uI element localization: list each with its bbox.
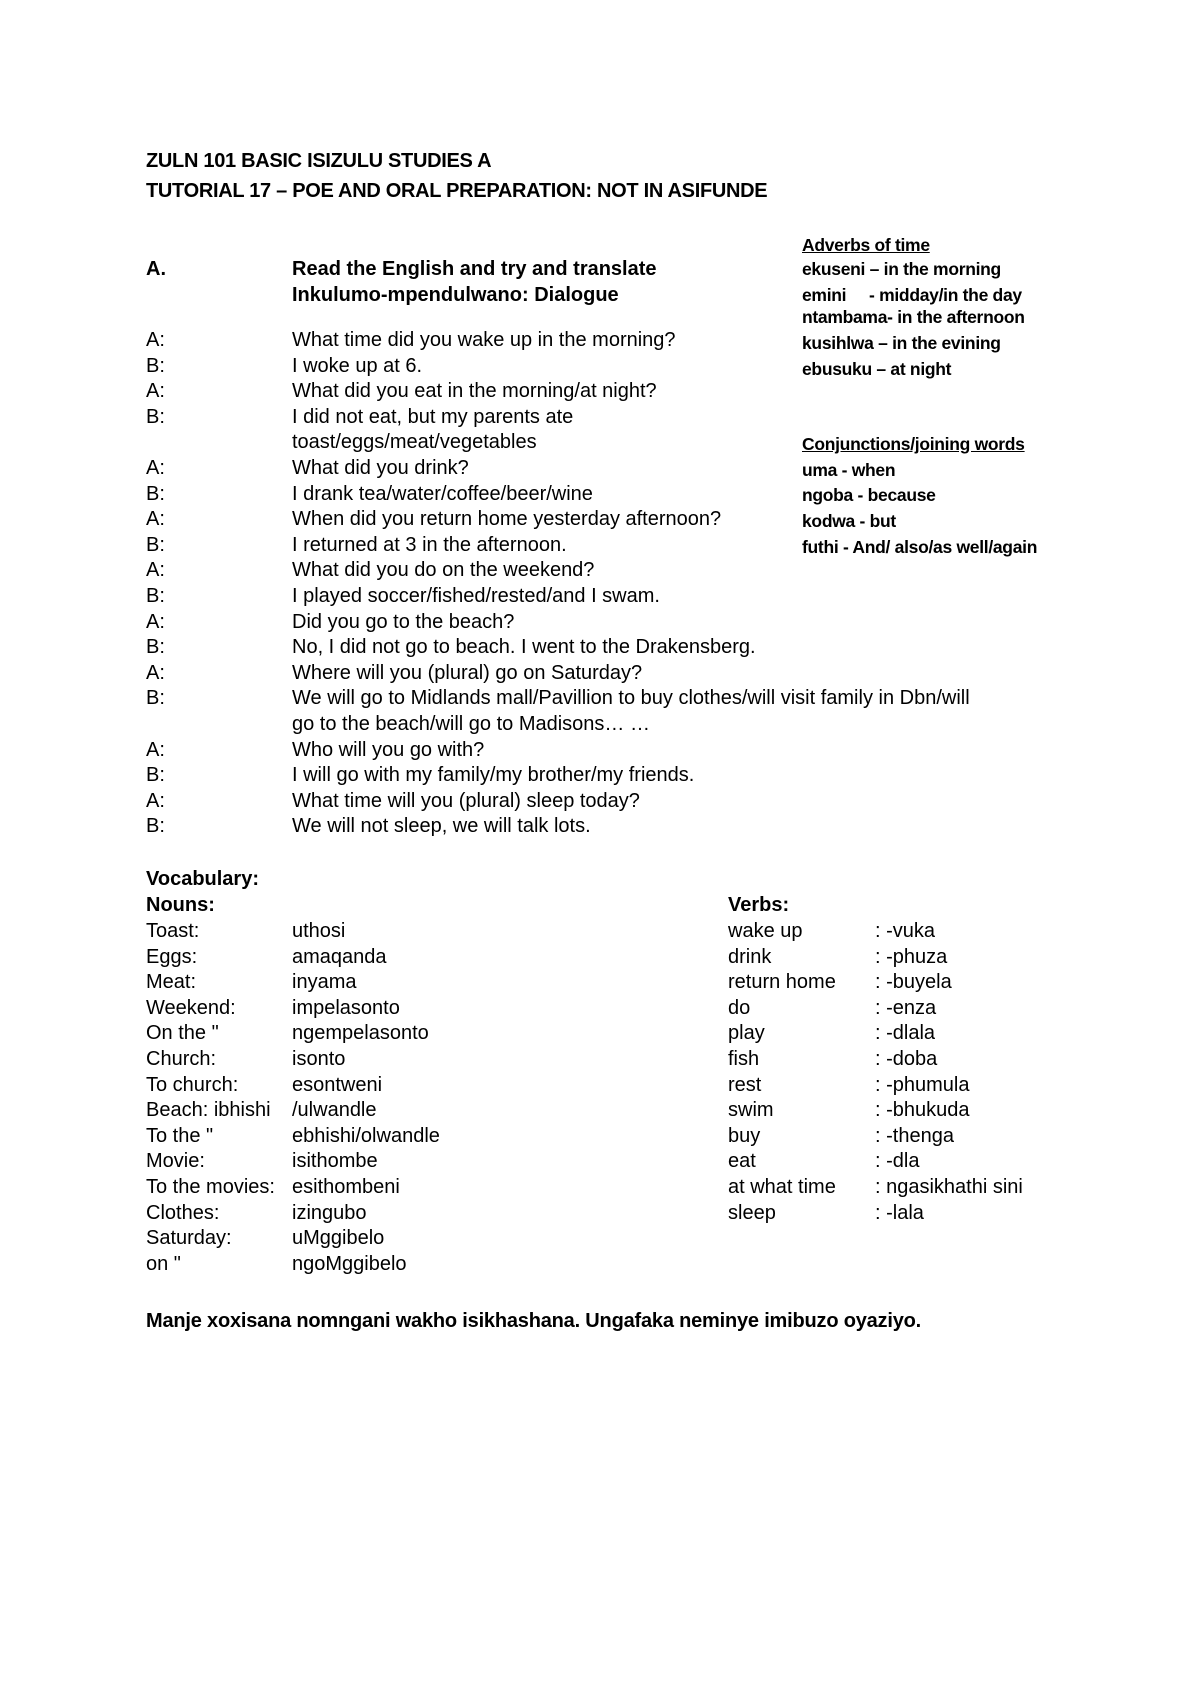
dialogue-text: Did you go to the beach?	[292, 610, 515, 633]
speaker-label: B:	[146, 764, 165, 787]
english-term: eat	[728, 1150, 756, 1173]
zulu-term: /ulwandle	[292, 1099, 377, 1122]
noun-entry	[146, 1072, 566, 1098]
dialogue-text: I will go with my family/my brother/my friends.	[292, 764, 695, 787]
english-term: To church:	[146, 1073, 239, 1096]
noun-entry	[146, 1225, 566, 1251]
speaker-label: A:	[146, 661, 165, 684]
dialogue-text: We will go to Midlands mall/Pavillion to buy clothes/will visit family in Dbn/will	[292, 687, 970, 710]
speaker-label: B:	[146, 405, 165, 428]
conjunctions-title: Conjunctions/joining words	[802, 434, 1025, 454]
english-term: play	[728, 1022, 765, 1045]
dialogue-line	[146, 813, 1066, 839]
zulu-term: izingubo	[292, 1201, 367, 1224]
verbs-title: Verbs:	[728, 894, 790, 916]
verb-entry	[728, 1097, 1148, 1123]
noun-entry	[146, 1046, 566, 1072]
speaker-label: A:	[146, 789, 165, 812]
speaker-label: B:	[146, 533, 165, 556]
english-term: wake up	[728, 920, 803, 942]
conjunction-item: futhi - And/ also/as well/again	[802, 537, 1038, 557]
noun-entry	[146, 1174, 566, 1200]
verb-entry	[728, 944, 1148, 970]
english-term: return home	[728, 971, 836, 994]
speaker-label: A:	[146, 457, 165, 479]
verb-entry	[728, 1123, 1148, 1149]
zulu-term: : -phuza	[875, 945, 948, 968]
dialogue-text: We will not sleep, we will talk lots.	[292, 815, 591, 838]
dialogue-line	[146, 583, 1066, 609]
dialogue-text: When did you return home yesterday afternoon?	[292, 508, 722, 531]
english-term: Movie:	[146, 1150, 205, 1173]
dialogue-text: No, I did not go to beach. I went to the Drakensberg.	[292, 636, 756, 659]
dialogue-text: What time will you (plural) sleep today?	[292, 789, 640, 812]
noun-entry	[146, 944, 566, 970]
noun-entry	[146, 1200, 566, 1226]
zulu-term: : -enza	[875, 996, 937, 1019]
zulu-term: inyama	[292, 971, 357, 994]
speaker-label: B:	[146, 687, 165, 710]
english-term: Saturday:	[146, 1227, 232, 1250]
dialogue-line	[146, 506, 1066, 532]
english-term: Church:	[146, 1048, 217, 1070]
dialogue-line	[146, 609, 1066, 635]
dialogue-text: I woke up at 6.	[292, 354, 423, 377]
dialogue-text: Who will you go with?	[292, 738, 485, 761]
speaker-label: B:	[146, 585, 165, 607]
speaker-label: B:	[146, 482, 165, 505]
dialogue-line	[146, 455, 1066, 481]
adverbs-title: Adverbs of time	[802, 235, 930, 255]
zulu-term: : -vuka	[875, 920, 936, 942]
verb-entry	[728, 1174, 1148, 1200]
dialogue-line	[146, 737, 1066, 763]
english-term: Beach: ibhishi	[146, 1099, 271, 1122]
speaker-label: A:	[146, 610, 165, 633]
zulu-term: esithombeni	[292, 1176, 400, 1198]
dialogue-text: go to the beach/will go to Madisons… …	[292, 713, 650, 735]
dialogue-line	[146, 557, 1066, 583]
noun-entry	[146, 969, 566, 995]
adverb-item: ebusuku – at night	[802, 359, 952, 379]
english-term: Weekend:	[146, 996, 236, 1019]
english-term: fish	[728, 1048, 760, 1070]
adverb-item: ntambama- in the afternoon	[802, 307, 1025, 327]
closing-instruction: Manje xoxisana nomngani wakho isikhashana. Ungafaka neminye imibuzo oyaziyo.	[146, 1310, 922, 1332]
dialogue-line	[146, 788, 1066, 814]
noun-entry	[146, 1251, 566, 1277]
english-term: at what time	[728, 1176, 836, 1198]
english-term: Eggs:	[146, 945, 198, 968]
dialogue-line	[146, 660, 1066, 686]
english-term: rest	[728, 1073, 762, 1096]
zulu-term: : ngasikhathi sini	[875, 1176, 1023, 1198]
zulu-term: isithombe	[292, 1150, 378, 1173]
dialogue-text: I returned at 3 in the afternoon.	[292, 533, 567, 556]
verb-entry	[728, 969, 1148, 995]
noun-entry	[146, 1020, 566, 1046]
conjunction-item: kodwa - but	[802, 511, 896, 531]
dialogue-text: What did you drink?	[292, 457, 469, 479]
zulu-term: : -thenga	[875, 1124, 954, 1147]
speaker-label: B:	[146, 815, 165, 838]
speaker-label: B:	[146, 354, 165, 377]
english-term: sleep	[728, 1201, 776, 1224]
zulu-term: ngempelasonto	[292, 1022, 429, 1045]
zulu-term: isonto	[292, 1048, 346, 1070]
speaker-label: A:	[146, 329, 165, 351]
verb-entry	[728, 1020, 1148, 1046]
verb-entry	[728, 918, 1148, 944]
dialogue-text: I played soccer/fished/rested/and I swam.	[292, 585, 660, 607]
zulu-term: : -buyela	[875, 971, 952, 994]
verb-entry	[728, 1148, 1148, 1174]
zulu-term: : -bhukuda	[875, 1099, 970, 1122]
english-term: To the "	[146, 1124, 214, 1147]
zulu-term: esontweni	[292, 1073, 383, 1096]
zulu-term: ngoMggibelo	[292, 1252, 407, 1275]
dialogue-text: I drank tea/water/coffee/beer/wine	[292, 482, 593, 505]
dialogue-text: What did you eat in the morning/at night?	[292, 380, 657, 403]
english-term: drink	[728, 945, 772, 968]
noun-entry	[146, 1123, 566, 1149]
zulu-term: uMggibelo	[292, 1227, 385, 1250]
section-a-subtitle: Inkulumo-mpendulwano: Dialogue	[292, 284, 619, 306]
dialogue-text: What time did you wake up in the morning?	[292, 329, 676, 351]
zulu-term: : -dla	[875, 1150, 920, 1173]
english-term: buy	[728, 1124, 761, 1147]
zulu-term: impelasonto	[292, 996, 400, 1019]
english-term: swim	[728, 1099, 774, 1122]
vocabulary-title: Vocabulary:	[146, 868, 259, 890]
noun-entry	[146, 918, 566, 944]
speaker-label: A:	[146, 738, 165, 761]
noun-entry	[146, 1097, 566, 1123]
dialogue-line	[146, 634, 1066, 660]
noun-entry	[146, 995, 566, 1021]
dialogue-text: I did not eat, but my parents ate	[292, 405, 574, 428]
dialogue-line	[146, 711, 1066, 737]
verb-entry	[728, 1200, 1148, 1226]
zulu-term: : -dlala	[875, 1022, 936, 1045]
dialogue-line	[146, 404, 1066, 430]
zulu-term: : -lala	[875, 1201, 924, 1224]
english-term: on "	[146, 1252, 181, 1275]
zulu-term: amaqanda	[292, 945, 387, 968]
english-term: Toast:	[146, 920, 200, 942]
english-term: do	[728, 996, 751, 1019]
dialogue-text: toast/eggs/meat/vegetables	[292, 431, 537, 454]
document-title: ZULN 101 BASIC ISIZULU STUDIES A	[146, 150, 492, 172]
dialogue-line	[146, 378, 1066, 404]
adverb-item: emini - midday/in the day	[802, 285, 1022, 305]
zulu-term: : -phumula	[875, 1073, 970, 1096]
zulu-term: uthosi	[292, 920, 346, 942]
dialogue-text: Where will you (plural) go on Saturday?	[292, 661, 643, 684]
conjunction-item: ngoba - because	[802, 485, 936, 505]
verb-entry	[728, 1046, 1148, 1072]
english-term: Meat:	[146, 971, 197, 994]
dialogue-line	[146, 685, 1066, 711]
dialogue-line	[146, 762, 1066, 788]
noun-entry	[146, 1148, 566, 1174]
adverb-item: kusihlwa – in the evining	[802, 333, 1001, 353]
section-a-label: A.	[146, 258, 166, 280]
verb-entry	[728, 995, 1148, 1021]
adverb-item: ekuseni – in the morning	[802, 259, 1001, 279]
nouns-title: Nouns:	[146, 894, 215, 916]
document-subtitle: TUTORIAL 17 – POE AND ORAL PREPARATION: NOT IN ASIFUNDE	[146, 180, 768, 202]
speaker-label: B:	[146, 636, 165, 659]
english-term: To the movies:	[146, 1176, 275, 1198]
dialogue-text: What did you do on the weekend?	[292, 559, 595, 582]
conjunction-item: uma - when	[802, 460, 896, 480]
speaker-label: A:	[146, 508, 165, 531]
english-term: On the "	[146, 1022, 219, 1045]
english-term: Clothes:	[146, 1201, 220, 1224]
zulu-term: ebhishi/olwandle	[292, 1124, 440, 1147]
zulu-term: : -doba	[875, 1048, 938, 1070]
section-a-title: Read the English and try and translate	[292, 258, 657, 280]
speaker-label: A:	[146, 559, 165, 582]
verb-entry	[728, 1072, 1148, 1098]
speaker-label: A:	[146, 380, 165, 403]
